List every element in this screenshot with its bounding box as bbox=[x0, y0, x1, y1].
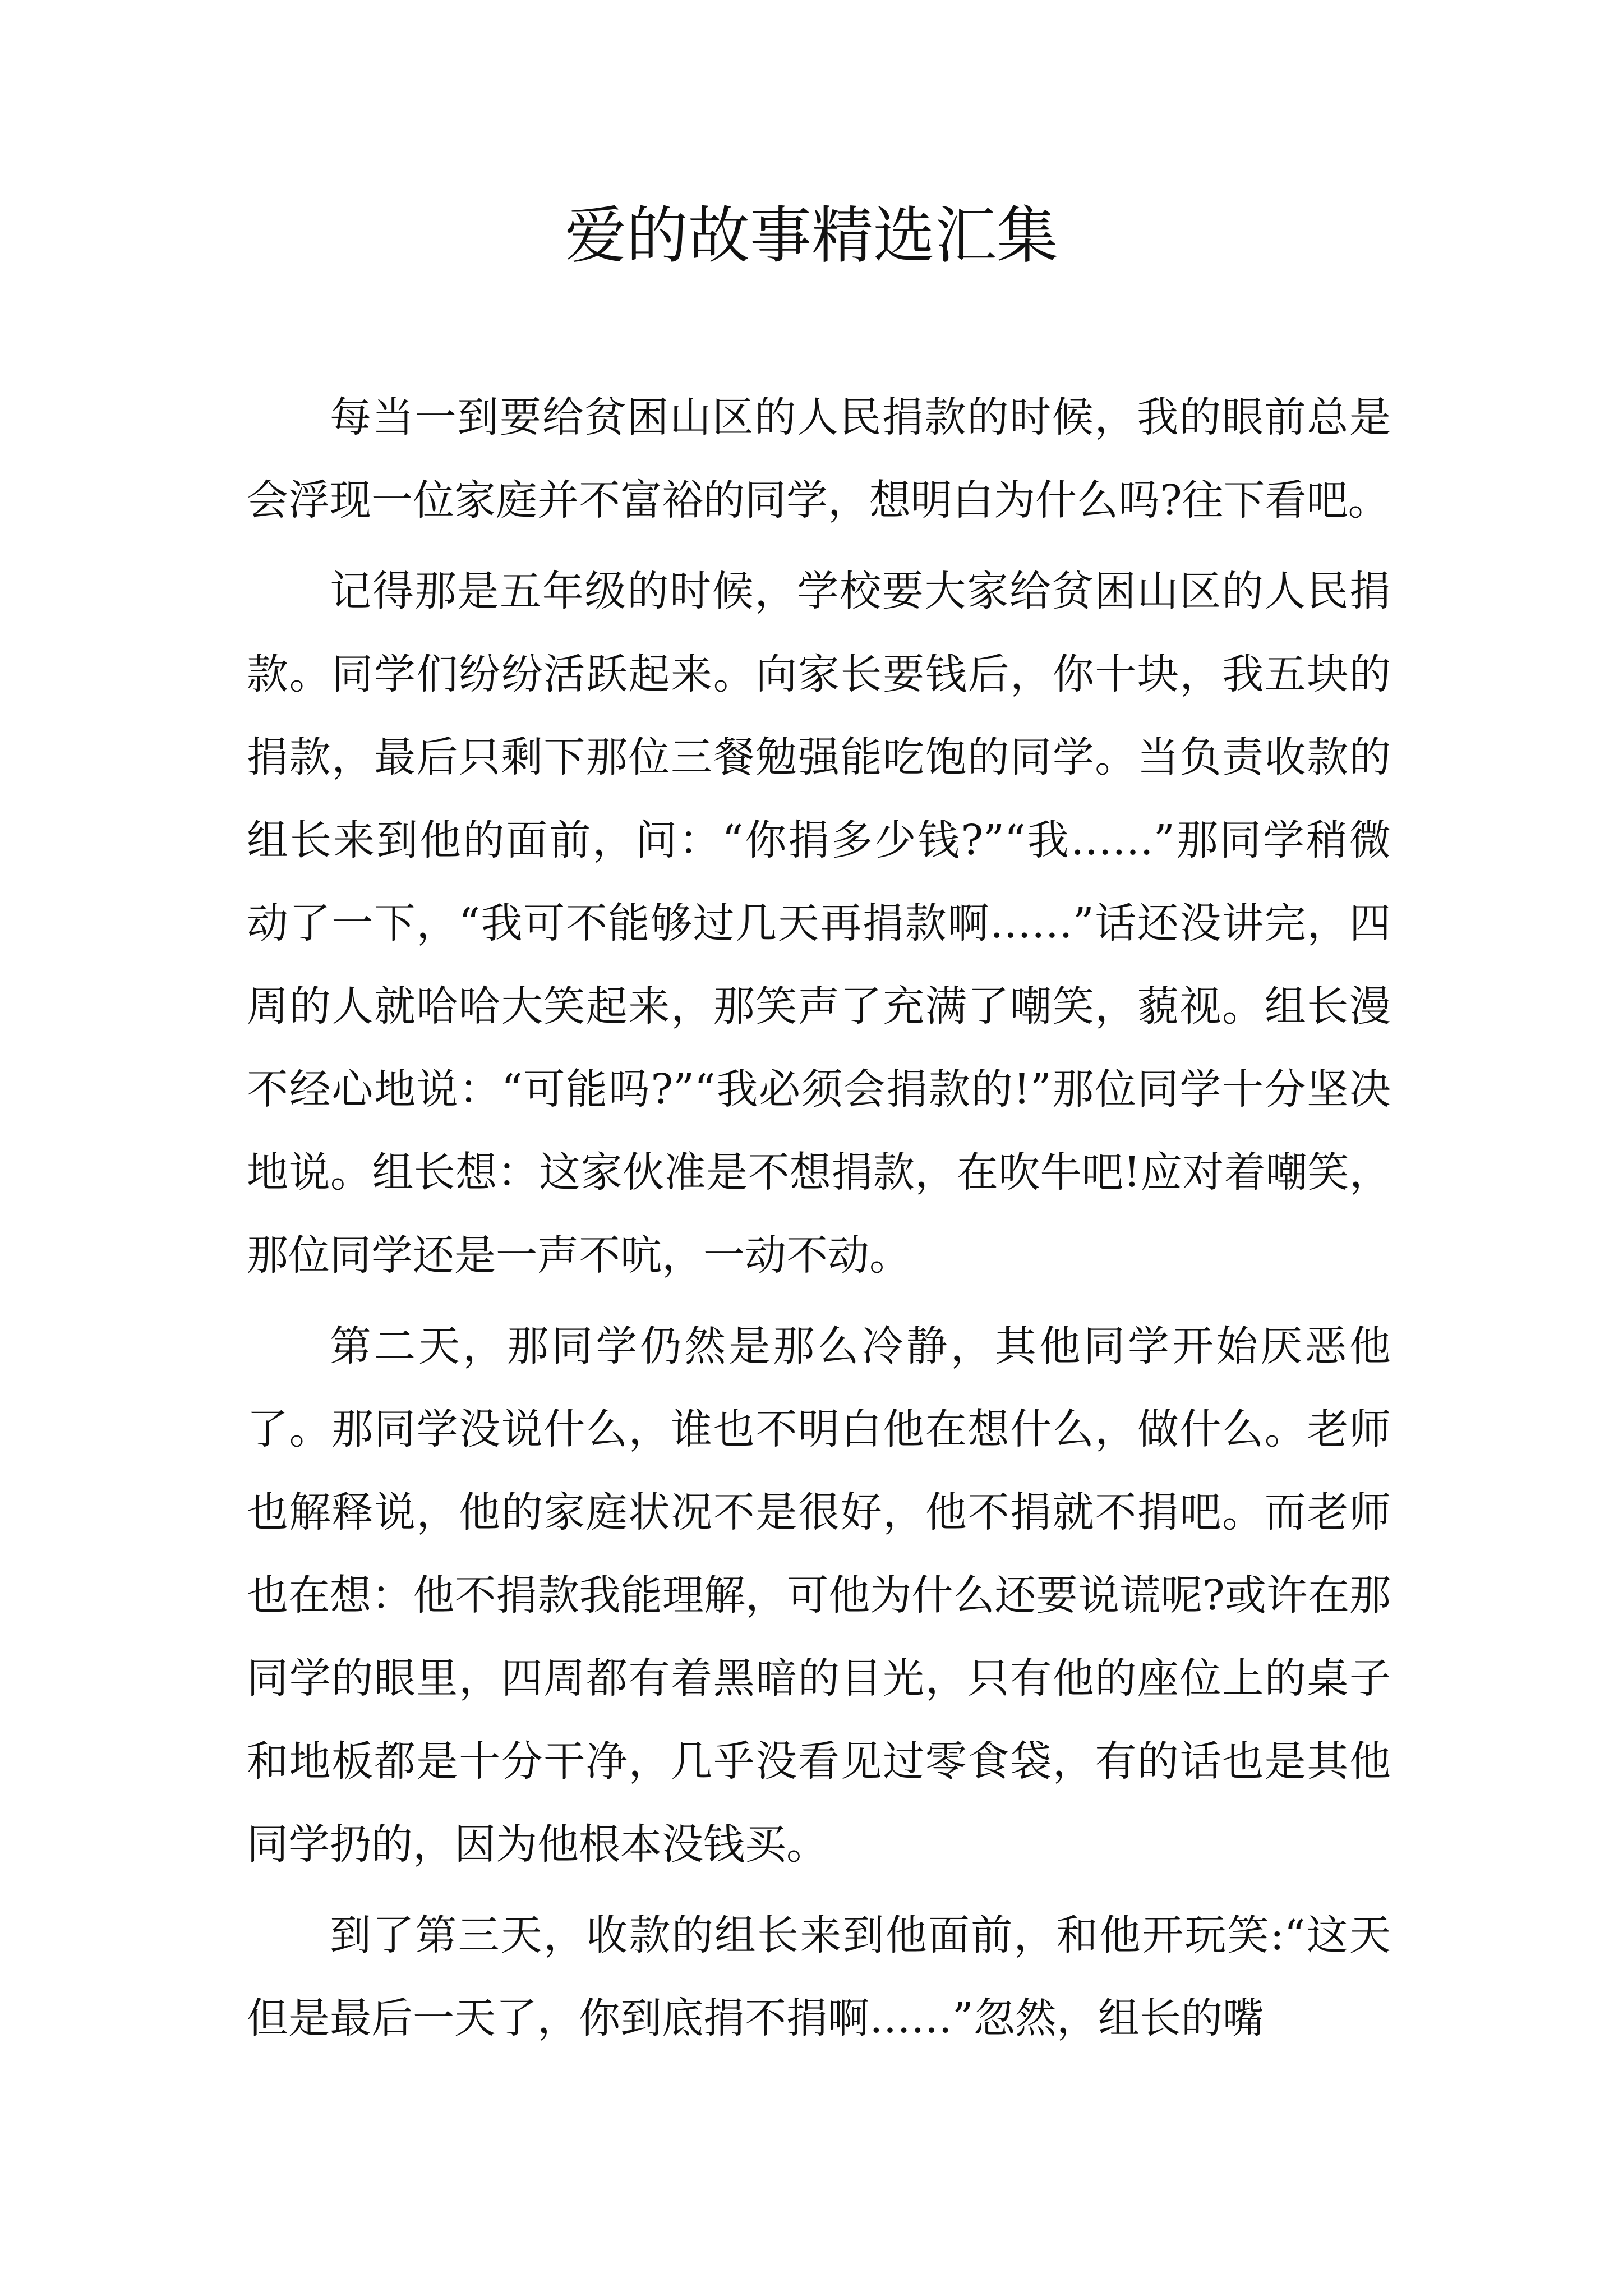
document-body bbox=[247, 376, 1391, 2068]
paragraph: 每当一到要给贫困山区的人民捐款的时候，我的眼前总是会浮现一位家庭并不富裕的同学，想明白为什么吗?往下看吧。 bbox=[247, 393, 1391, 524]
paragraph: 第二天，那同学仍然是那么冷静，其他同学开始厌恶他了。那同学没说什么，谁也不明白他在想什么，做什么。老师也解释说，他的家庭状况不是很好，他不捐就不捐吧。而老师也在想：他不捐款我能理解，可他为什么还要说谎呢?或许在那同学的眼里，四周都有着黑暗的目光，只有他的座位上的桌子和地板都是十分干净，几乎没看见过零食袋，有的话也是其他同学扔的，因为他根本没钱买。 bbox=[247, 1322, 1391, 1869]
document-title: 爱的故事精选汇集 bbox=[565, 200, 1058, 272]
paragraph: 到了第三天，收款的组长来到他面前，和他开玩笑:“这天但是最后一天了，你到底捐不捐啊……”忽然，组长的嘴 bbox=[247, 1911, 1391, 2042]
paragraph: 记得那是五年级的时候，学校要大家给贫困山区的人民捐款。同学们纷纷活跃起来。向家长要钱后，你十块，我五块的捐款，最后只剩下那位三餐勉强能吃饱的同学。当负责收款的组长来到他的面前，问：“你捐多少钱?”“我……”那同学稍微动了一下，“我可不能够过几天再捐款啊……”话还没讲完，四周的人就哈哈大笑起来，那笑声了充满了嘲笑，藐视。组长漫不经心地说：“可能吗?”“我必须会捐款的!”那位同学十分坚决地说。组长想：这家伙准是不想捐款，在吹牛吧!应对着嘲笑，那位同学还是一声不吭，一动不动。 bbox=[247, 567, 1391, 1280]
